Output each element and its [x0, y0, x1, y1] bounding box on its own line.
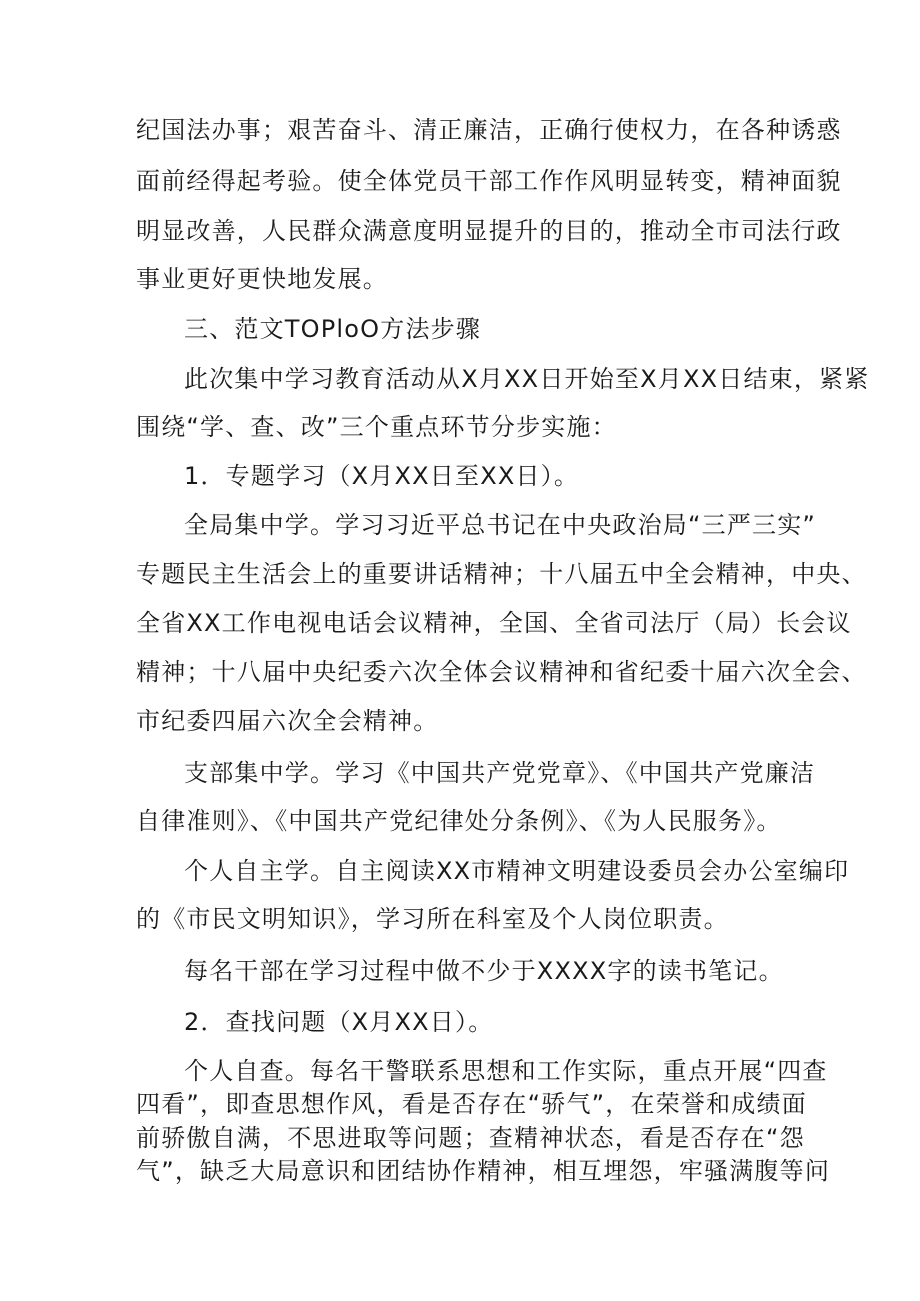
body-text-line: 全局集中学。学习习近平总书记在中央政治局“三严三实” [184, 511, 817, 539]
body-text-line: 围绕“学、查、改”三个重点环节分步实施： [136, 413, 617, 441]
subsection-heading: 2．查找问题（X月XX日）。 [184, 1008, 494, 1036]
section-heading: 三、范文TOPloO方法步骤 [184, 315, 482, 343]
body-text-line: 个人自主学。自主阅读XX市精神文明建设委员会办公室编印 [184, 857, 850, 885]
body-text-line: 每名干部在学习过程中做不少于XXXX字的读书笔记。 [184, 957, 784, 985]
body-text-line: 全省XX工作电视电话会议精神，全国、全省司法厅（局）长会议 [136, 609, 852, 637]
body-text-line: 事业更好更快地发展。 [136, 265, 388, 293]
body-text-line: 自律准则》、《中国共产党纪律处分条例》、《为人民服务》。 [136, 807, 782, 835]
body-text-line: 支部集中学。学习《中国共产党党章》、《中国共产党廉洁 [184, 759, 816, 787]
body-text-line: 个人自查。每名干警联系思想和工作实际，重点开展“四查 [184, 1057, 828, 1085]
body-text-line: 纪国法办事；艰苦奋斗、清正廉洁，正确行使权力，在各种诱惑 [136, 116, 842, 144]
body-text-line: 气”，缺乏大局意识和团结协作精神，相互埋怨，牢骚满腹等问 [136, 1157, 831, 1185]
body-text-line: 精神；十八届中央纪委六次全体会议精神和省纪委十届六次全会、 [136, 658, 867, 686]
subsection-heading: 1．专题学习（X月XX日至XX日）。 [184, 462, 580, 490]
body-text-line: 四看”，即查思想作风，看是否存在“骄气”，在荣誉和成绩面 [136, 1090, 807, 1118]
body-text-line: 面前经得起考验。使全体党员干部工作作风明显转变，精神面貌 [136, 167, 842, 195]
body-text-line: 前骄傲自满，不思进取等问题；查精神状态，看是否存在“怨 [136, 1124, 805, 1152]
body-text-line: 专题民主生活会上的重要讲话精神；十八届五中全会精神，中央、 [136, 560, 867, 588]
body-text-line: 此次集中学习教育活动从X月XX日开始至X月XX日结束，紧紧 [184, 365, 870, 393]
body-text-line: 明显改善，人民群众满意度明显提升的目的，推动全市司法行政 [136, 217, 842, 245]
body-text-line: 的《市民文明知识》，学习所在科室及个人岗位职责。 [136, 905, 729, 933]
body-text-line: 市纪委四届六次全会精神。 [136, 707, 439, 735]
